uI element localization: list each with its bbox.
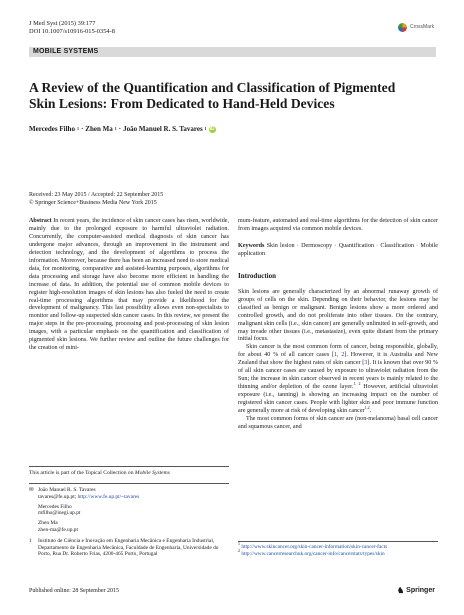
ref-link-2[interactable]: 2 bbox=[341, 352, 345, 359]
footnote-number: 2 bbox=[238, 548, 240, 554]
corresponding-email[interactable]: tavares@fe.up.pt bbox=[38, 493, 75, 500]
envelope-icon: ✉ bbox=[29, 487, 34, 493]
email-separator: ; bbox=[74, 493, 78, 500]
topical-collection: Mobile Systems bbox=[134, 470, 170, 476]
article-title bbox=[29, 80, 429, 112]
doi[interactable]: DOI 10.1007/s10916-015-0354-8 bbox=[29, 28, 115, 35]
keywords bbox=[238, 243, 438, 259]
journal-citation: J Med Syst (2015) 39:177 bbox=[29, 20, 96, 27]
intro-p2-text: , bbox=[337, 352, 342, 359]
crossmark-icon bbox=[398, 23, 407, 32]
footnote-ref[interactable]: 1,2 bbox=[364, 405, 370, 411]
footnote-ref[interactable]: 1, 2 bbox=[353, 381, 361, 387]
left-column bbox=[29, 218, 229, 353]
right-column bbox=[238, 218, 438, 432]
abstract-continuation: mum-feature, automated and real-time algorithms for the detection of skin cancer from images acquired via common mobile devices. bbox=[238, 218, 438, 232]
keywords-text: Skin lesion · Dermoscopy · Quantification · Classification · Mobile application bbox=[238, 242, 438, 257]
intro-p2-text: ]. It is known that over 90 % of all skin cancer cases are caused by exposure to ultraviolet radiation from the Sun; the increase in skin cancer observed in recent years is mainly related to the thinning and/or depletion of the ozone layer. bbox=[238, 360, 439, 391]
contact-email[interactable]: mfilho@inegi.up.pt bbox=[38, 510, 81, 517]
ref-link-3[interactable]: 3 bbox=[364, 360, 368, 367]
published-online: Published online: 28 September 2015 bbox=[29, 588, 119, 594]
footnote-2 bbox=[238, 548, 438, 558]
intro-p2-text: However, artificial ultraviolet exposure (i.e., tanning) is showing an increasing impact on the number of registered skin cancer cases. People with lighter skin and poor immune function are generally more at risk of developing skin cancer bbox=[238, 384, 438, 415]
author-list: Mercedes Filho 1 · Zhen Ma 1 · João Manuel R. S. Tavares 1 iD bbox=[29, 125, 215, 133]
institution-text: Instituto de Ciência e Inovação em Engenharia Mecânica e Engenharia Industrial, Departamento de Engenharia Mecânica, Faculdade de Engenharia, Universidade do Porto, Rua Dr. Roberto Frias, 4200-465 Porto, Portugal bbox=[38, 537, 219, 558]
received-accepted: Received: 23 May 2015 / Accepted: 22 September 2015 bbox=[29, 192, 164, 198]
section-label: MOBILE SYSTEMS bbox=[33, 48, 99, 55]
contact-name: Zhen Ma bbox=[38, 520, 58, 527]
article-dates bbox=[29, 192, 163, 207]
springer-horse-icon: ♞ bbox=[397, 586, 405, 595]
author-filho[interactable]: Mercedes Filho bbox=[29, 125, 75, 133]
publisher-name: Springer bbox=[406, 587, 435, 594]
author-tavares[interactable]: João Manuel R. S. Tavares bbox=[123, 125, 203, 133]
author-contact-ma bbox=[29, 520, 229, 534]
intro-paragraph-2 bbox=[238, 344, 438, 416]
crossmark-label: CrossMark bbox=[410, 24, 435, 30]
author-separator: · bbox=[118, 125, 122, 133]
affiliations bbox=[29, 483, 229, 561]
intro-p2-text: ]. However, it is Australia and New Zealand that show the highest rates of skin cancer [ bbox=[238, 352, 439, 367]
journal-info bbox=[29, 20, 115, 36]
crossmark-badge[interactable] bbox=[398, 22, 438, 32]
contact-email[interactable]: zhen-ma@fe.up.pt bbox=[38, 526, 78, 533]
keywords-label: Keywords bbox=[238, 242, 265, 249]
footnote-number: 1 bbox=[238, 541, 240, 547]
ref-link-1[interactable]: 1 bbox=[334, 352, 338, 359]
institution-number: 1 bbox=[29, 537, 32, 544]
intro-paragraph-1: Skin lesions are generally characterized by an abnormal runaway growth of groups of cells on the skin. Depending on their behavior, the lesions may be classified as benign or malignant. Benign lesions show a more ordered and controlled growth, and do not proliferate into other tissues. On the contrary, malignant skin cells (i.e., skin cancer) are generally unlimited in self-growth, and may invade other tissues (i.e., metastasize), even quite distant from the primary initial focus. bbox=[238, 288, 438, 343]
springer-logo bbox=[397, 586, 435, 595]
author-contact-filho bbox=[29, 504, 229, 518]
abstract-text: In recent years, the incidence of skin cancer cases has risen, worldwide, mainly due to the prolonged exposure to harmful ultraviolet radiation. Concurrently, the computer-assisted medical diagnosis of skin cancer has undergone major advances, through an improvement in the instrument and detection technology, and the development of algorithms to process the information. Moreover, because there has been an increased need to store medical data, for monitoring, comparative and assisted-learning purposes, algorithms for data processing and storage have also become more efficient in handling the increase of data. In addition, the potential use of common mobile devices to register high-resolution images of skin lesions has also fueled the need to create real-time processing algorithms that may provide a likelihood for the development of malignancy. This last possibility allows even non-specialists to monitor and follow-up suspected skin cancer cases. In this review, we present the major steps in the pre-processing, processing and post-processing of skin lesion images, with a particular emphasis on the quantification and classification of pigmented skin lesions. We further review and outline the future challenges for the creation of mini- bbox=[29, 218, 229, 352]
topical-collection-note bbox=[29, 466, 229, 477]
title-line-2: Skin Lesions: From Dedicated to Hand-Held Devices bbox=[29, 96, 335, 111]
footnote-1-url[interactable]: http://www.skincancer.org/skin-cancer-information/skin-cancer-facts bbox=[241, 544, 388, 550]
intro-paragraph-3: The most common forms of skin cancer are (non-melanoma) basal cell cancer and squamous cancer, and bbox=[238, 416, 438, 431]
author-ma[interactable]: Zhen Ma bbox=[85, 125, 113, 133]
introduction-heading: Introduction bbox=[238, 271, 276, 280]
intro-p2-text: Skin cancer is the most common form of cancer, being responsible, globally, for about 40 % of all cancer cases [ bbox=[238, 344, 438, 359]
corresponding-name: João Manuel R. S. Tavares bbox=[38, 487, 96, 493]
contact-name: Mercedes Filho bbox=[38, 503, 72, 510]
institution bbox=[29, 538, 229, 558]
section-bar bbox=[29, 47, 436, 57]
footnote-2-url[interactable]: http://www.cancerresearchuk.org/cancer-info/cancerstats/types/skin bbox=[241, 550, 385, 557]
corresponding-author bbox=[29, 487, 229, 501]
orcid-icon[interactable]: iD bbox=[209, 125, 215, 132]
footnotes bbox=[238, 541, 438, 558]
intro-p2-text: . bbox=[369, 408, 372, 415]
copyright: © Springer Science+Business Media New York 2015 bbox=[29, 199, 157, 206]
abstract-label: Abstract bbox=[29, 218, 52, 224]
author-separator: · bbox=[80, 125, 84, 133]
topical-prefix: This article is part of the Topical Collection on bbox=[29, 470, 135, 476]
corresponding-url[interactable]: http://www.fe.up.pt/~tavares bbox=[77, 493, 140, 500]
abstract bbox=[29, 218, 229, 353]
title-line-1: A Review of the Quantification and Classification of Pigmented bbox=[29, 80, 396, 95]
